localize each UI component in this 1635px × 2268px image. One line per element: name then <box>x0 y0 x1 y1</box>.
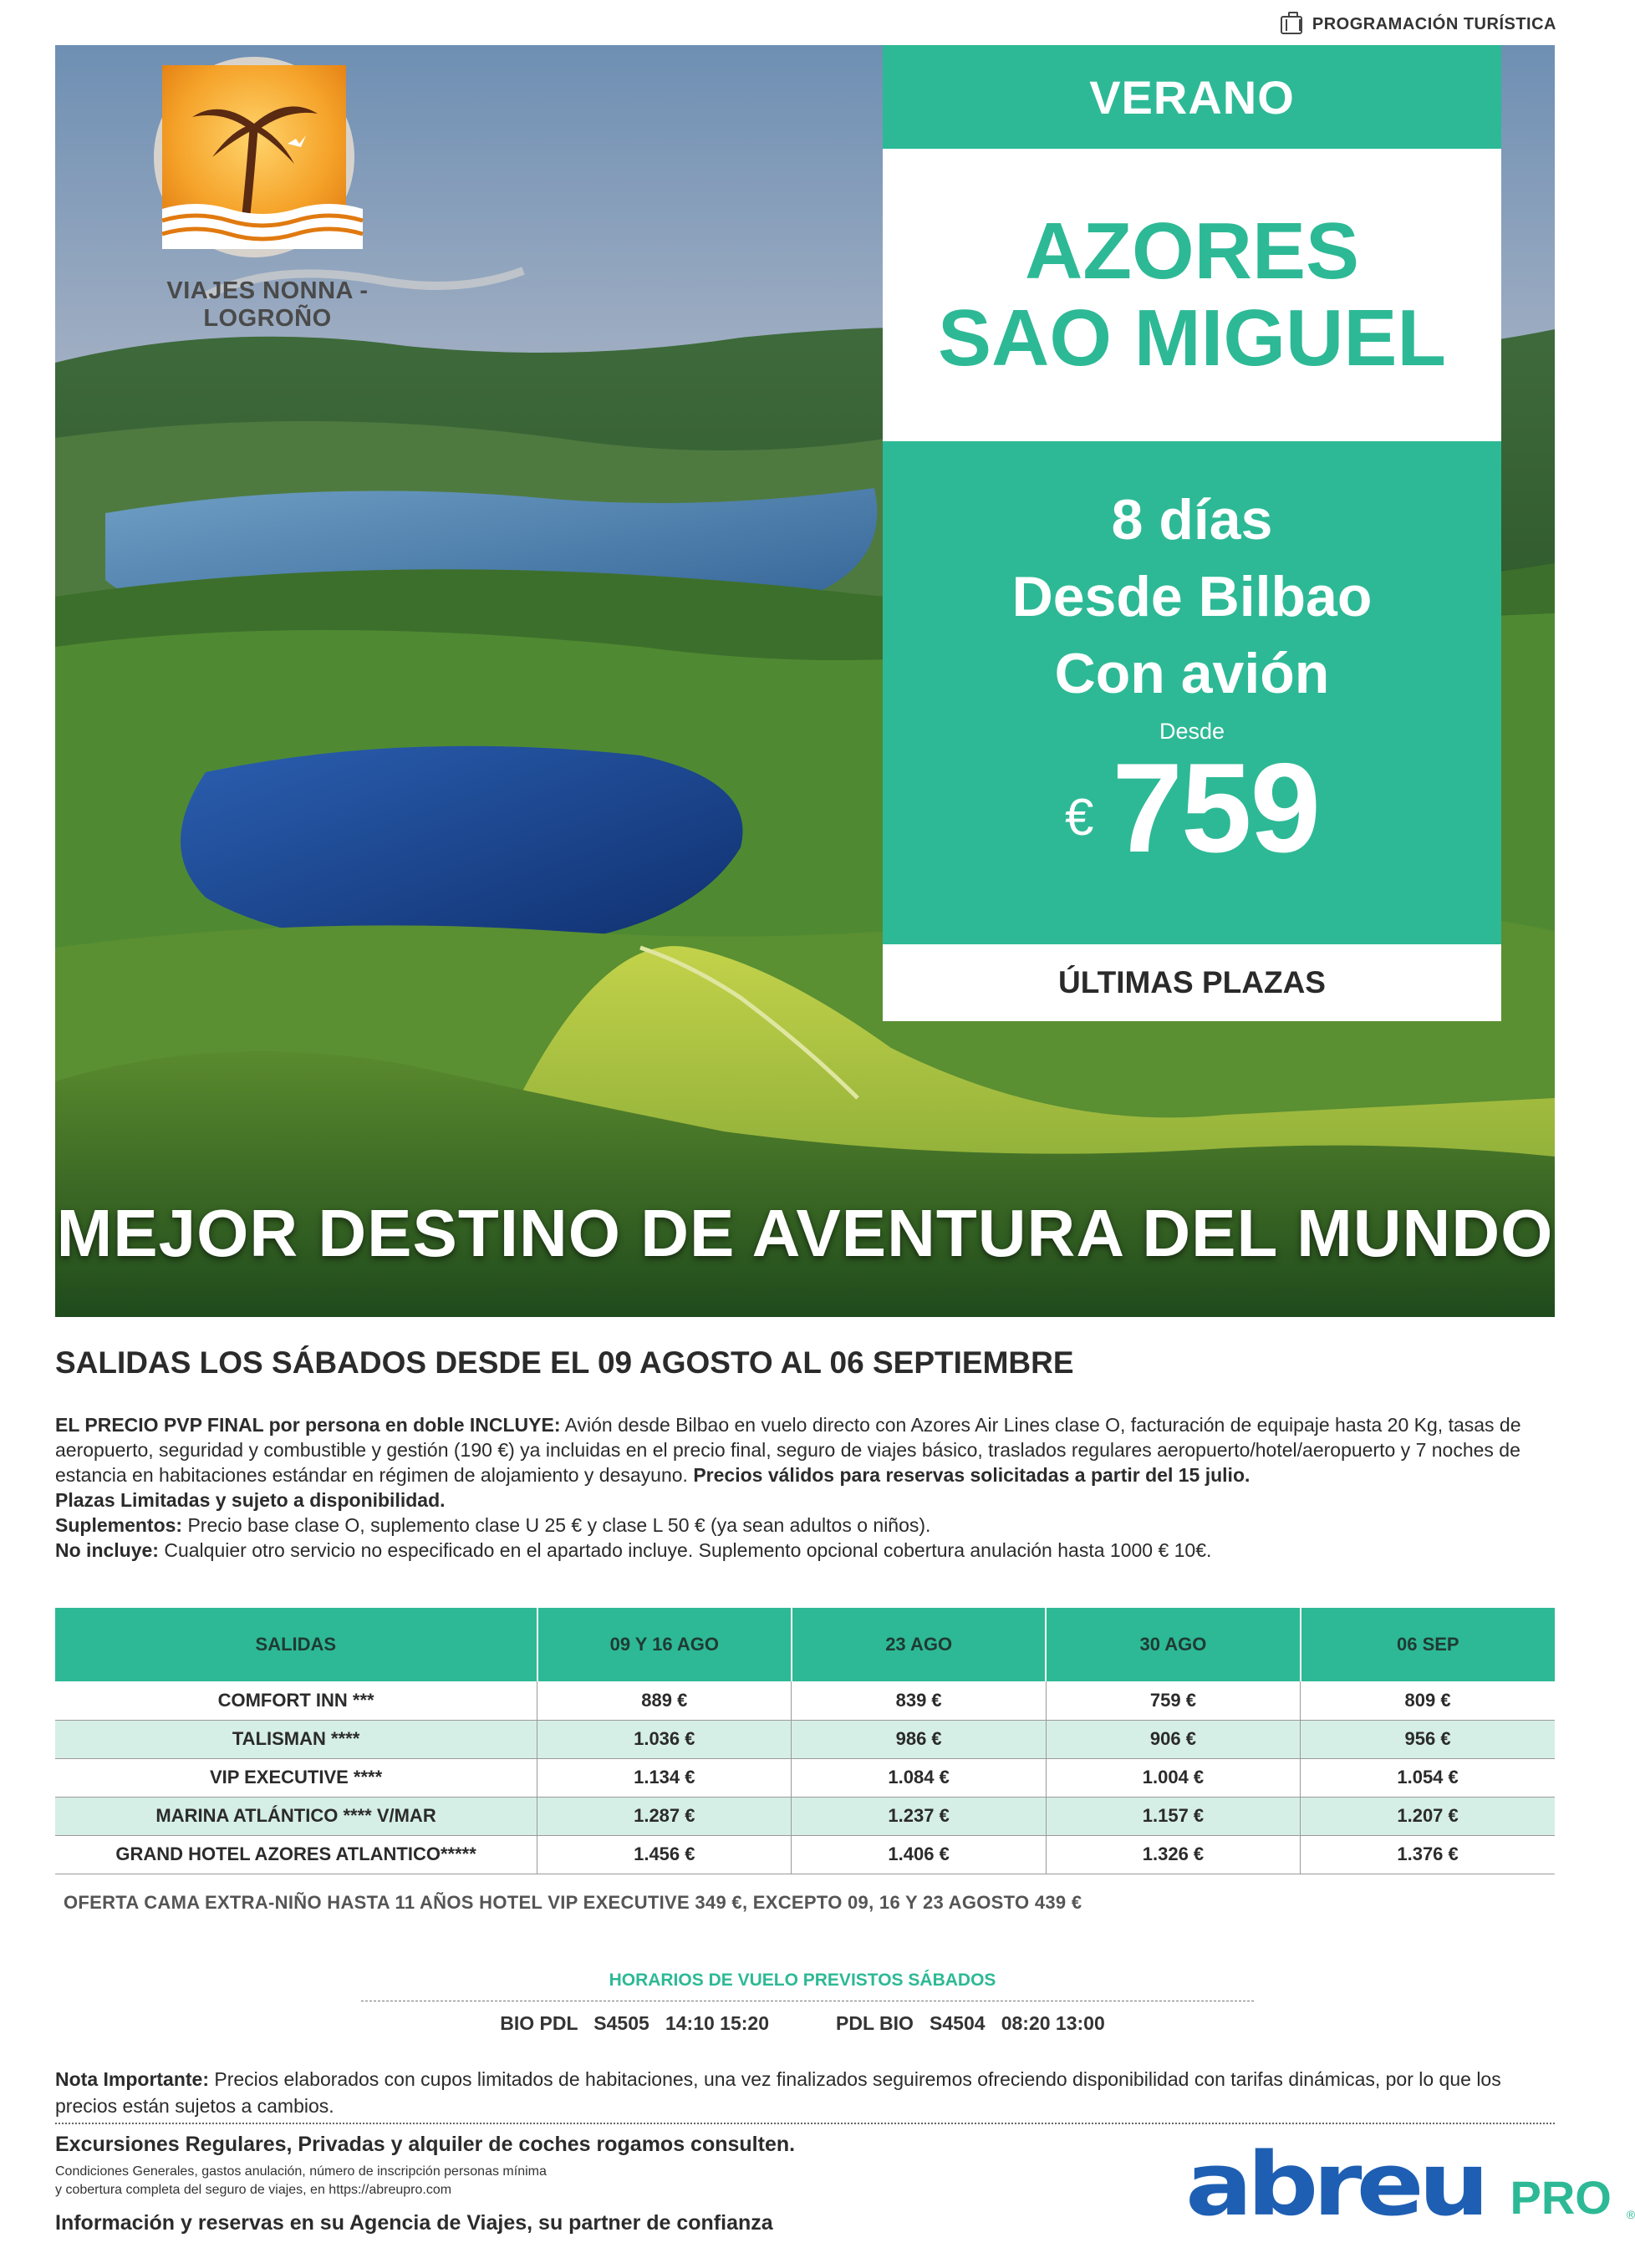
offer-panel <box>883 45 1501 1021</box>
price-cell: 1.004 € <box>1046 1758 1300 1797</box>
hotel-name: TALISMAN **** <box>55 1720 537 1758</box>
price-cell: 759 € <box>1046 1681 1300 1720</box>
season-label: VERANO <box>883 45 1501 149</box>
table-row <box>55 1835 1555 1874</box>
price-currency: € <box>1064 788 1094 847</box>
table-header: 30 AGO <box>1046 1608 1300 1681</box>
hotel-name: GRAND HOTEL AZORES ATLANTICO***** <box>55 1835 537 1874</box>
trip-origin: Desde Bilbao <box>1011 565 1373 628</box>
table-header: 09 Y 16 AGO <box>537 1608 792 1681</box>
important-note <box>55 2066 1555 2119</box>
price-cell: 1.376 € <box>1301 1835 1555 1874</box>
includes-text: Avión desde Bilbao en vuelo directo con Azores Air Lines clase O, facturación de equipaje hasta 20 Kg, tasas de aeropuerto, seguridad y combustible y gestión (190 €) ya incluidas en el precio final, seguro de viajes básico, traslados regulares aeropuerto/hotel/aeropuerto y 7 noches de estancia en habitaciones estándar en régimen de alojamiento y desayuno. <box>55 1414 1521 1486</box>
not-included-text: Cualquier otro servicio no especificado en el apartado incluye. Suplemento opcional cobertura anulación hasta 1000 € 10€. <box>158 1539 1212 1561</box>
destination-line-2: SAO MIGUEL <box>937 293 1446 383</box>
extra-bed-offer: OFERTA CAMA EXTRA-NIÑO HASTA 11 AÑOS HOTEL VIP EXECUTIVE 349 €, EXCEPTO 09, 16 Y 23 AGOSTO 439 € <box>64 1892 1082 1913</box>
limited-paragraph <box>55 1487 1555 1513</box>
general-conditions-line-1: Condiciones Generales, gastos anulación, número de inscripción personas mínima <box>55 2164 547 2179</box>
supplements-text: Precio base clase O, suplemento clase U 25 € y clase L 50 € (ya sean adultos o niños). <box>182 1514 931 1536</box>
top-tag-label: PROGRAMACIÓN TURÍSTICA <box>1312 15 1556 33</box>
destination-title <box>883 149 1501 441</box>
price-cell: 1.406 € <box>792 1835 1046 1874</box>
flights-schedule <box>0 2012 1605 2035</box>
supplements-paragraph <box>55 1513 1555 1538</box>
general-conditions-line-2: y cobertura completa del seguro de viajes, en https://abreupro.com <box>55 2183 452 2197</box>
registered-mark: ® <box>1626 2208 1635 2221</box>
flight-inbound: PDL BIO S4504 08:20 13:00 <box>836 2012 1105 2034</box>
agency-logo <box>100 57 435 332</box>
price-cell: 1.326 € <box>1046 1835 1300 1874</box>
flights-title: HORARIOS DE VUELO PREVISTOS SÁBADOS <box>609 1971 996 1990</box>
hotel-name: COMFORT INN *** <box>55 1681 537 1720</box>
price-cell: 889 € <box>537 1681 792 1720</box>
price-cell: 1.456 € <box>537 1835 792 1874</box>
price-cell: 1.287 € <box>537 1797 792 1835</box>
note-label: Nota Importante: <box>55 2068 209 2090</box>
price-cell: 1.134 € <box>537 1758 792 1797</box>
price-cell: 839 € <box>792 1681 1046 1720</box>
not-included-label: No incluye: <box>55 1539 159 1561</box>
validity-text: Precios válidos para reservas solicitadas a partir del 15 julio. <box>693 1464 1250 1486</box>
price-cell: 1.036 € <box>537 1720 792 1758</box>
price-from-label: Desde <box>1159 719 1225 744</box>
price-cell: 1.207 € <box>1301 1797 1555 1835</box>
agency-name: VIAJES NONNA - LOGROÑO <box>166 277 369 332</box>
conditions-block <box>55 1412 1555 1563</box>
note-text: Precios elaborados con cupos limitados de habitaciones, una vez finalizados seguiremos ofreciendo disponibilidad con tarifas dinámicas, por lo que los precios están sujetos a cambios. <box>55 2068 1501 2117</box>
includes-paragraph <box>55 1412 1555 1487</box>
excursions-line: Excursiones Regulares, Privadas y alquiler de coches rogamos consulten. <box>55 2133 796 2156</box>
supplements-label: Suplementos: <box>55 1514 183 1536</box>
brand-name: abreu <box>1185 2133 1485 2235</box>
price-amount: 759 <box>1112 737 1320 879</box>
table-row <box>55 1758 1555 1797</box>
footer-info: Información y reservas en su Agencia de Viajes, su partner de confianza <box>55 2211 773 2235</box>
hotel-name: MARINA ATLÁNTICO **** V/MAR <box>55 1797 537 1835</box>
table-header: 23 AGO <box>792 1608 1046 1681</box>
price-cell: 1.084 € <box>792 1758 1046 1797</box>
palm-tree-icon <box>154 57 354 257</box>
top-tag <box>1281 15 1556 34</box>
price-cell: 1.054 € <box>1301 1758 1555 1797</box>
limited-text: Plazas Limitadas y sujeto a disponibilidad. <box>55 1489 446 1511</box>
brand-logo <box>1185 2133 1635 2235</box>
note-divider <box>55 2123 1555 2124</box>
table-row <box>55 1797 1555 1835</box>
prices-table <box>55 1608 1555 1874</box>
trip-duration: 8 días <box>1111 488 1273 552</box>
table-header-row <box>55 1608 1555 1681</box>
brand-suffix: PRO <box>1510 2171 1612 2224</box>
table-header: 06 SEP <box>1301 1608 1555 1681</box>
trip-transport: Con avión <box>1054 642 1330 705</box>
price-cell: 906 € <box>1046 1720 1300 1758</box>
table-row <box>55 1720 1555 1758</box>
trip-info <box>883 441 1501 944</box>
departures-heading: SALIDAS LOS SÁBADOS DESDE EL 09 AGOSTO AL 06 SEPTIEMBRE <box>55 1345 1074 1380</box>
price-cell: 986 € <box>792 1720 1046 1758</box>
suitcase-icon <box>1281 16 1302 34</box>
table-header: SALIDAS <box>55 1608 537 1681</box>
includes-label: EL PRECIO PVP FINAL por persona en doble INCLUYE: <box>55 1414 561 1436</box>
table-row <box>55 1681 1555 1720</box>
price-cell: 809 € <box>1301 1681 1555 1720</box>
price <box>883 737 1501 879</box>
hotel-name: VIP EXECUTIVE **** <box>55 1758 537 1797</box>
price-cell: 1.237 € <box>792 1797 1046 1835</box>
hero-slogan: MEJOR DESTINO DE AVENTURA DEL MUNDO <box>56 1196 1554 1270</box>
availability-badge: ÚLTIMAS PLAZAS <box>883 944 1501 1021</box>
price-cell: 1.157 € <box>1046 1797 1300 1835</box>
destination-line-1: AZORES <box>1024 206 1360 296</box>
flight-outbound: BIO PDL S4505 14:10 15:20 <box>500 2012 769 2034</box>
not-included-paragraph <box>55 1538 1555 1563</box>
price-cell: 956 € <box>1301 1720 1555 1758</box>
